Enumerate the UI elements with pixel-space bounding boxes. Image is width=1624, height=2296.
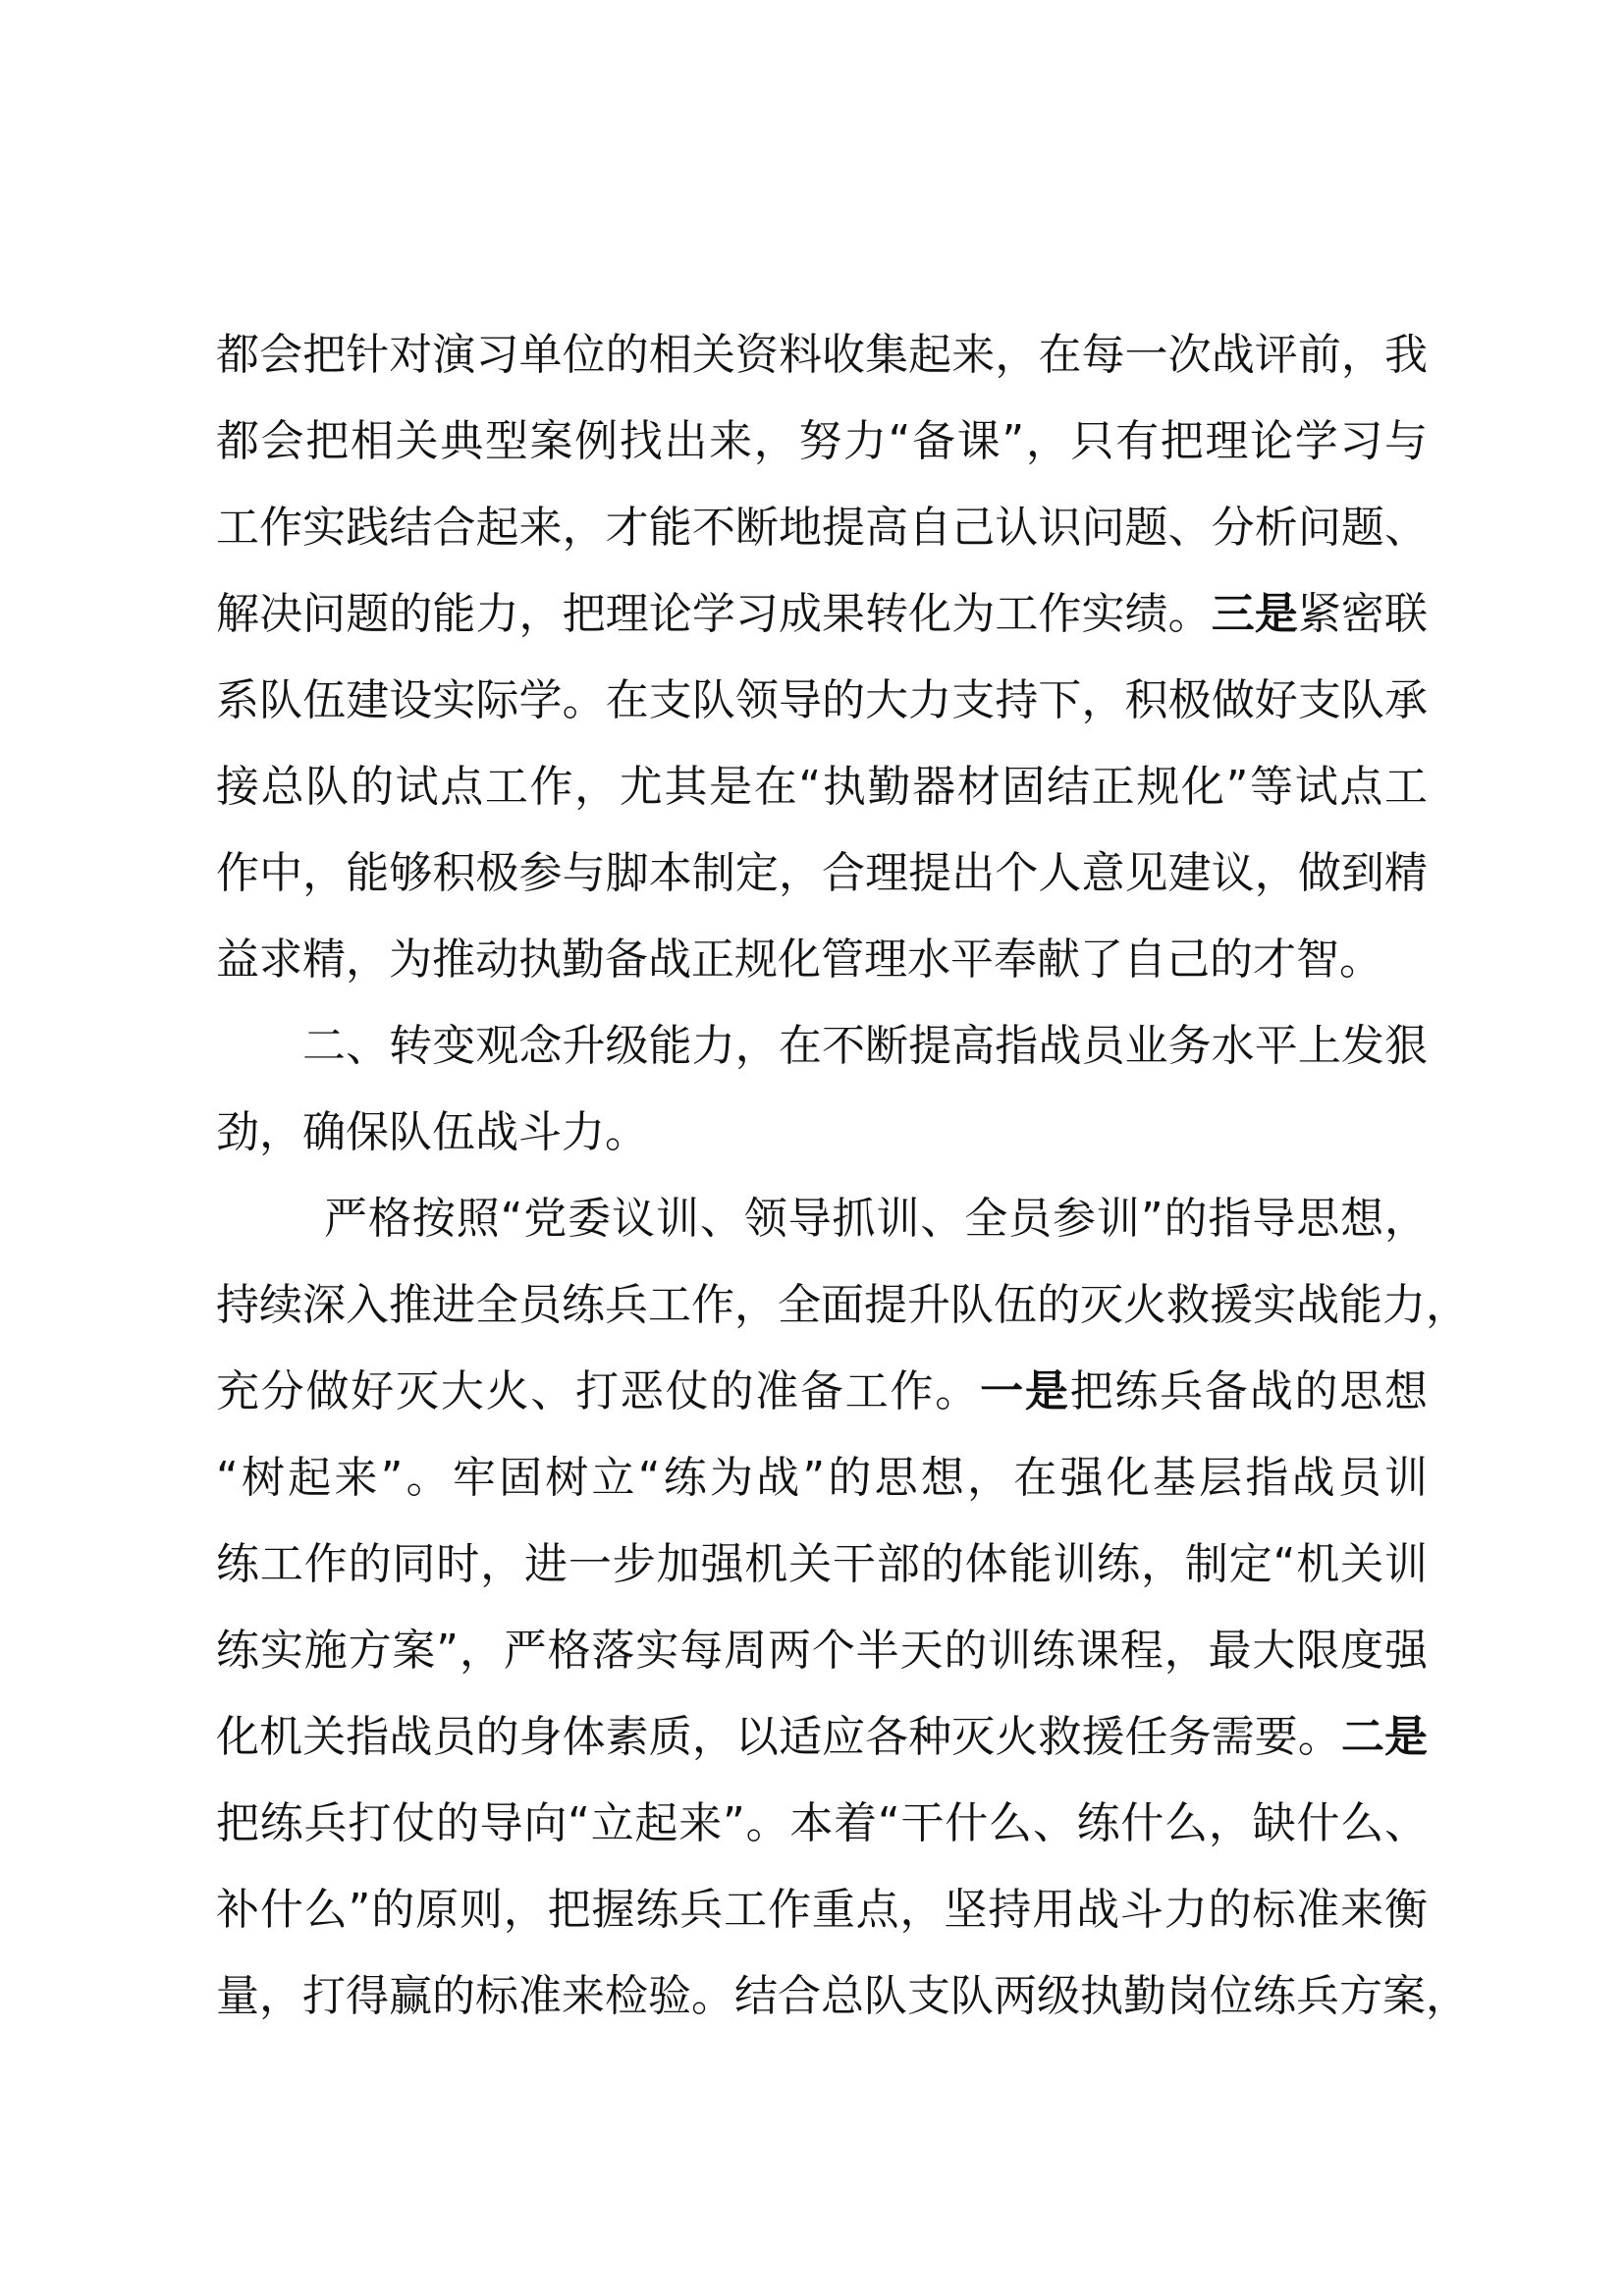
paragraph-2-line-3-tail: 把练兵备战的思想 <box>1069 1366 1429 1416</box>
emphasis-two: 二是 <box>1340 1712 1429 1762</box>
paragraph-1-line-8: 益求精，为推动执勤备战正规化管理水平奉献了自己的才智。 <box>216 934 1382 985</box>
paragraph-2-line-5: 练工作的同时，进一步加强机关干部的体能训练，制定“机关训 <box>216 1539 1428 1589</box>
paragraph-2-line-8: 把练兵打仗的导向“立起来”。本着“干什么、练什么，缺什么、 <box>216 1798 1428 1848</box>
paragraph-2-line-7-text: 化机关指战员的身体素质，以适应各种灭火救援任务需要。 <box>216 1712 1341 1762</box>
emphasis-three: 三是 <box>1211 589 1298 639</box>
emphasis-one: 一是 <box>980 1366 1070 1416</box>
section-heading-2-line-1: 二、转变观念升级能力，在不断提高指战员业务水平上发狠 <box>302 1021 1428 1071</box>
paragraph-2-line-2: 持续深入推进全员练兵工作，全面提升队伍的灭火救援实战能力， <box>216 1280 1469 1330</box>
paragraph-1-line-4-text: 解决问题的能力，把理论学习成果转化为工作实绩。 <box>216 589 1212 639</box>
paragraph-1-line-3: 工作实践结合起来，才能不断地提高自己认识问题、分析问题、 <box>216 503 1428 553</box>
paragraph-2-line-3 <box>216 1349 1428 1435</box>
section-heading-2 <box>216 1003 1428 1176</box>
paragraph-2-line-3-text: 充分做好灭大火、打恶仗的准备工作。 <box>216 1366 981 1416</box>
paragraph-2 <box>216 1176 1469 2040</box>
document-body <box>216 312 1469 2040</box>
paragraph-1-line-1: 都会把针对演习单位的相关资料收集起来，在每一次战评前，我 <box>216 330 1428 380</box>
paragraph-1-line-4 <box>216 571 1428 658</box>
paragraph-1 <box>216 312 1428 1003</box>
paragraph-2-line-9: 补什么”的原则，把握练兵工作重点，坚持用战斗力的标准来衡 <box>216 1885 1428 1935</box>
paragraph-1-line-6: 接总队的试点工作，尤其是在“执勤器材固结正规化”等试点工 <box>216 762 1428 812</box>
section-heading-2-line-2: 劲，确保队伍战斗力。 <box>216 1107 648 1157</box>
paragraph-2-line-7 <box>216 1694 1428 1781</box>
paragraph-2-line-6: 练实施方案”，严格落实每周两个半天的训练课程，最大限度强 <box>216 1626 1428 1676</box>
paragraph-2-line-10: 量，打得赢的标准来检验。结合总队支队两级执勤岗位练兵方案， <box>216 1971 1469 2021</box>
paragraph-1-line-4-tail: 紧密联 <box>1297 589 1429 639</box>
paragraph-2-line-1: 严格按照“党委议训、领导抓训、全员参训”的指导思想， <box>324 1194 1428 1244</box>
paragraph-1-line-2: 都会把相关典型案例找出来，努力“备课”，只有把理论学习与 <box>216 416 1428 466</box>
paragraph-1-line-5: 系队伍建设实际学。在支队领导的大力支持下，积极做好支队承 <box>216 675 1428 725</box>
paragraph-1-line-7: 作中，能够积极参与脚本制定，合理提出个人意见建议，做到精 <box>216 848 1428 898</box>
paragraph-2-line-4: “树起来”。牢固树立“练为战”的思想，在强化基层指战员训 <box>216 1453 1428 1503</box>
